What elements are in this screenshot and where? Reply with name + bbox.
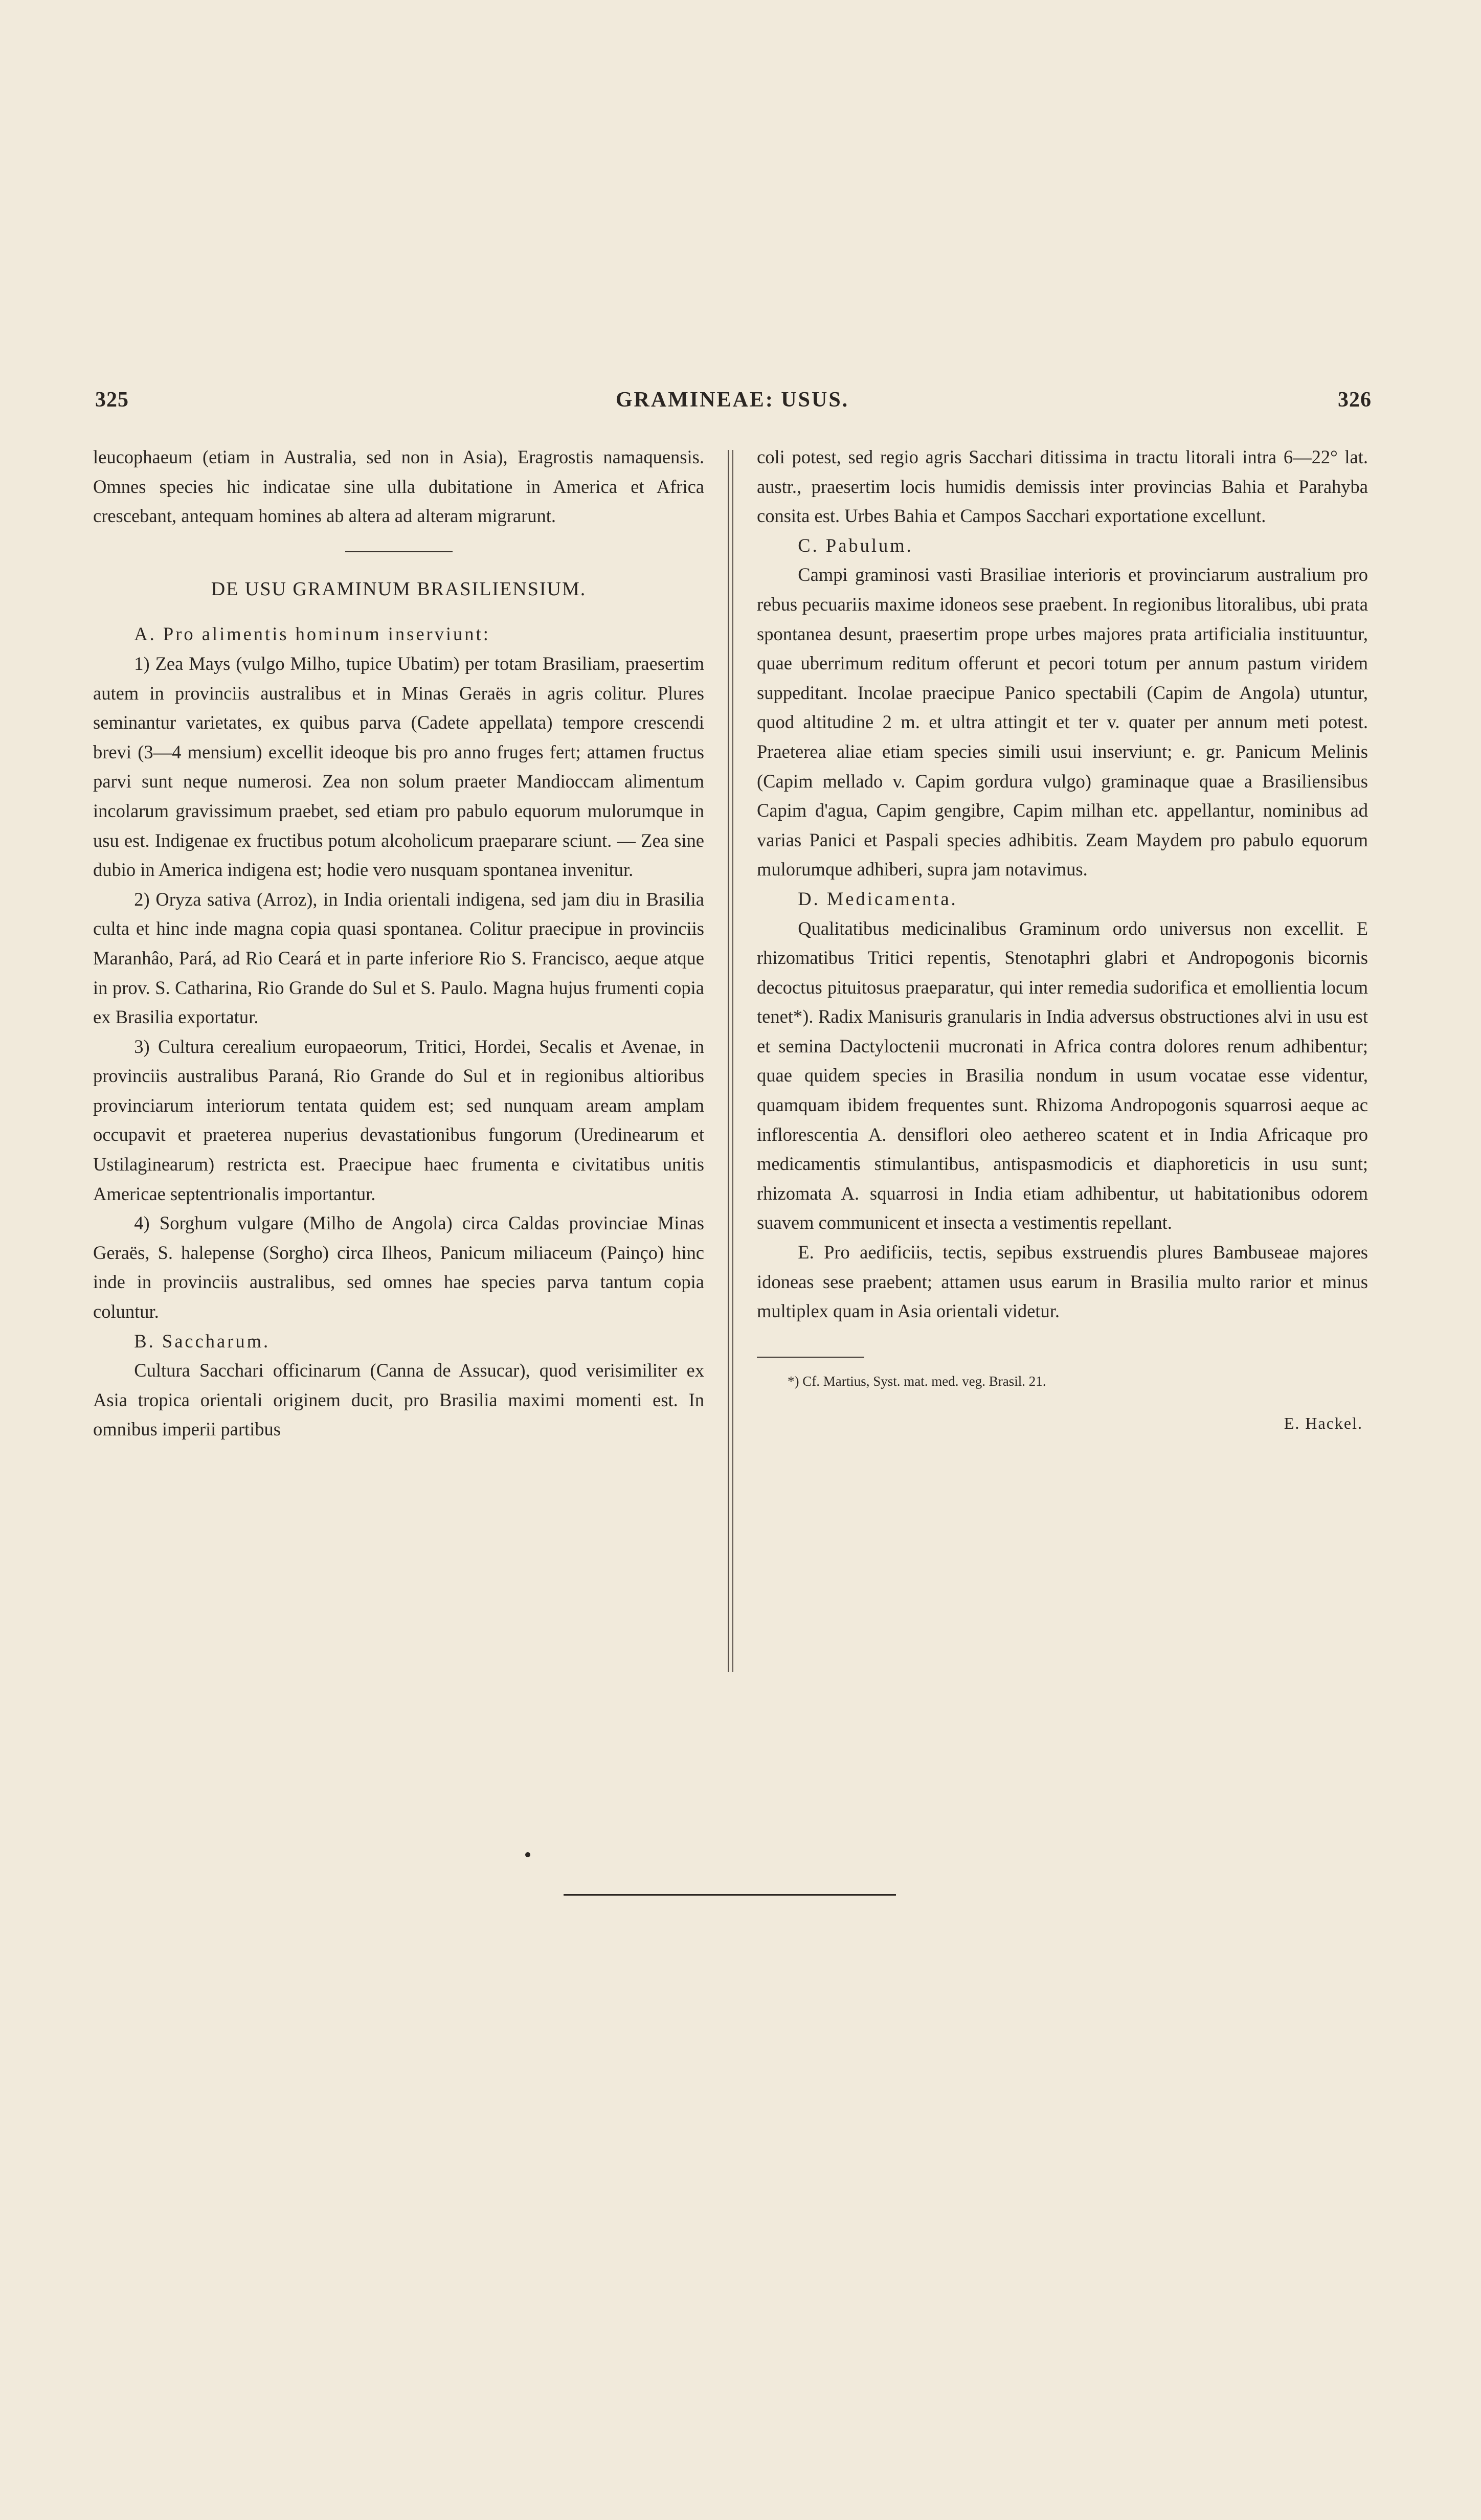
paragraph-oryza: 2) Oryza sativa (Arroz), in India orientali indigena, sed jam diu in Brasilia culta et hinc inde magna copia quasi spontanea. Colitur praecipue in provinciis Maranhâo, Pará, ad Rio Ceará et in parte inferiore Rio S. Francisco, aeque atque in prov. S. Catharina, Rio Grande do Sul et S. Paulo. Magna hujus frumenti copia ex Brasilia exportatur. [93,888,704,1028]
left-column [93,442,704,1444]
subsection-heading-c: C. Pabulum. [798,534,913,556]
paragraph-sorghum: 4) Sorghum vulgare (Milho de Angola) circa Caldas provinciae Minas Geraës, S. halepense (Sorgho) circa Ilheos, Panicum miliaceum (Painço) hinc inde in provinciis australibus, sed omnes hae species parva tantum copia coluntur. [93,1212,704,1322]
paragraph-zea-mays: 1) Zea Mays (vulgo Milho, tupice Ubatim) per totam Brasiliam, praesertim autem in provinciis australibus et in Minas Geraës in agris colitur. Plures seminantur varietates, ex quibus parva (Cadete appellata) tempore crescendi brevi (3—4 mensium) excellit ideoque bis pro anno fruges fert; attamen fructus parvi sunt neque numerosi. Zea non solum praeter Mandioccam alimentum incolarum gravissimum praebet, sed etiam pro pabulo equorum mulorumque in usu est. Indigenae ex fructibus potum alcoholicum praeparare sciunt. — Zea sine dubio in America indigena est; hodie vero nusquam spontanea invenitur. [93,652,704,881]
footnote-separator [757,1357,864,1358]
paragraph-saccharum: Cultura Sacchari officinarum (Canna de Assucar), quod verisimiliter ex Asia tropica orientali originem ducit, pro Brasilia maximi momenti est. In omnibus imperii partibus [93,1360,704,1440]
paragraph-pabulum: Campi graminosi vasti Brasiliae interioris et provinciarum australium pro rebus pecuariis maxime idoneos sese praebent. In regionibus litoralibus, ubi prata spontanea desunt, praesertim prope urbes majores prata artificialia instituuntur, quae uberrimum reditum offerunt et pecori totum per annum pastum viridem suppeditant. Incolae praecipue Panico spectabili (Capim de Angola) utuntur, quod altitudine 2 m. et ultra attingit et ter v. quater per annum meti potest. Praeterea aliae etiam species simili usui inserviunt; e. gr. Panicum Melinis (Capim mellado v. Capim gordura vulgo) graminaque quae a Brasiliensibus Capim d'agua, Capim gengibre, Capim milhan etc. appellantur, nominibus ad varias Panici et Paspali species adhibitis. Zeam Maydem pro pabulo equorum mulorumque adhiberi, supra jam notavimus. [757,564,1368,880]
paragraph-aedificia: E. Pro aedificiis, tectis, sepibus exstruendis plures Bambuseae majores idoneas sese praebent; attamen usus earum in Brasilia multo rarior et minus multiplex quam in Asia orientali videtur. [757,1242,1368,1322]
paragraph-continuation: leucophaeum (etiam in Australia, sed non in Asia), Eragrostis namaquensis. Omnes species hic indicatae sine ulla dubitatione in America et Africa crescebant, antequam homines ab altera ad alteram migrarunt. [93,446,704,527]
right-column [757,442,1368,1438]
subsection-heading-d: D. Medicamenta. [798,888,958,909]
paragraph-continuation-right: coli potest, sed regio agris Sacchari ditissima in tractu litorali intra 6—22° lat. austr., praesertim locis humidis demissis inter provincias Bahia et Parahyba consita est. Urbes Bahia et Campos Sacchari exportatione excellunt. [757,446,1368,527]
bottom-rule [564,1894,896,1896]
section-title: DE USU GRAMINUM BRASILIENSIUM. [211,578,587,600]
page-number-right: 326 [1338,388,1372,412]
column-divider [728,450,729,1672]
paragraph-medicamenta: Qualitatibus medicinalibus Graminum ordo universus non excellit. E rhizomatibus Tritici repentis, Stenotaphri glabri et Andropogonis bicornis decoctus pituitosus praeparatur, qui inter remedia sudorifica et emollientia locum tenet*). Radix Manisuris granularis in India adversus obstructiones alvi in usu est et semina Dactyloctenii mucronati in Africa contra dolores renum adhibentur; quae quidem species in Brasilia nondum in usum vocatae esse videntur, quamquam ibidem frequentes sunt. Rhizoma Andropogonis squarrosi aeque ac inflorescentia A. densiflori oleo aethereo scatent et in India Africaque pro medicamentis stimulantibus, antispasmodicis et diaphoreticis in usu sunt; rhizomata A. squarrosi in India etiam adhibentur, ut habitationibus odorem suavem communicent et insecta a vestimentis repellant. [757,917,1368,1233]
page-number-left: 325 [95,388,129,412]
subsection-heading-a: A. Pro alimentis hominum inserviunt: [134,623,490,645]
author-signature: E. Hackel. [1284,1413,1363,1432]
stray-mark [525,1852,530,1857]
paragraph-cerealia: 3) Cultura cerealium europaeorum, Tritici, Hordei, Secalis et Avenae, in provinciis australibus Paraná, Rio Grande do Sul et in regionibus altioribus provinciarum interiorum tentata quidem est; sed nunquam aream amplam occupavit et praeterea nuperius devastationibus fungorum (Uredinearum et Ustilaginearum) restricta est. Praecipue haec frumenta e civitatibus unitis Americae septentrionalis importantur. [93,1036,704,1204]
subsection-heading-b: B. Saccharum. [134,1330,271,1352]
column-divider-inner [732,450,733,1672]
footnote: *) Cf. Martius, Syst. mat. med. veg. Brasil. 21. [788,1373,1046,1389]
section-separator [345,551,453,552]
running-title: GRAMINEAE: USUS. [615,388,849,412]
running-header [93,388,1372,429]
